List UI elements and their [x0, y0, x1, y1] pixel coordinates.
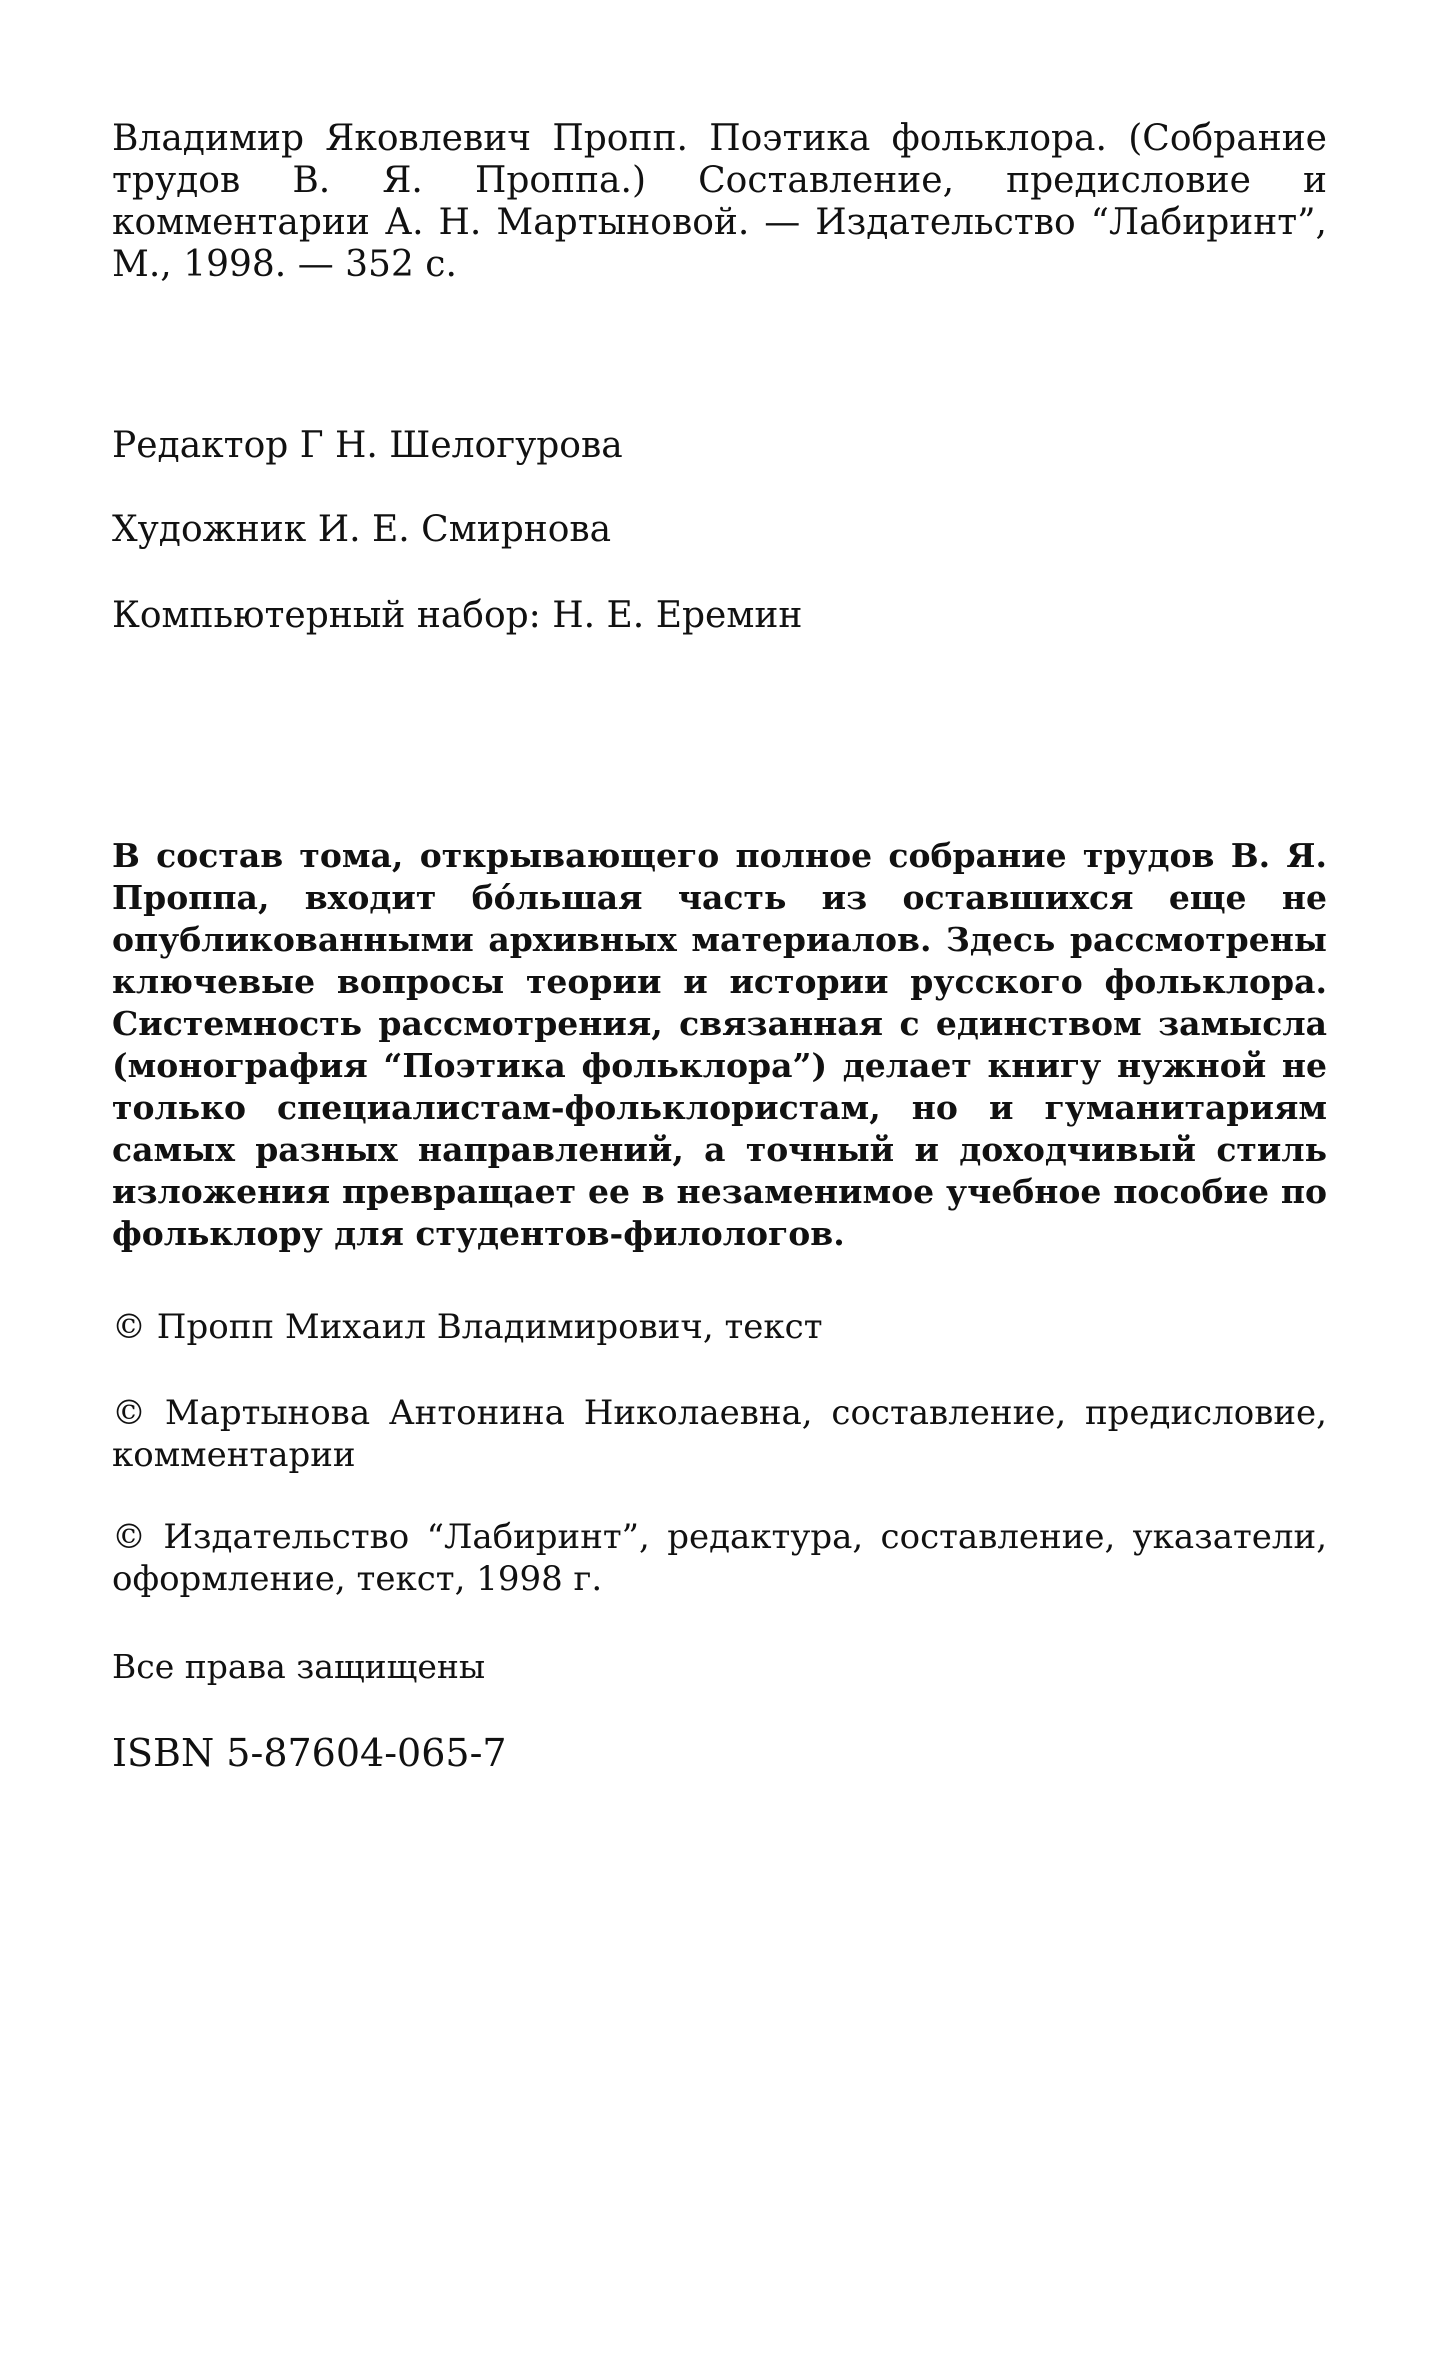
annotation-abstract: В состав тома, открывающего полное собрание трудов В. Я. Проппа, входит бо́льшая часть из оставшихся еще не опубликованными архивных материалов. Здесь рассмотрены ключевые вопросы теории и истории русского фольклора. Системность рассмотрения, связанная с единством замысла (монография “Поэтика фольклора”) делает книгу нужной не только специалистам-фольклористам, но и гуманитариям самых разных направлений, а точный и доходчивый стиль изложения превращает ее в незаменимое учебное пособие по фольклору для студентов-филологов. [112, 836, 1327, 1253]
artist-credit: Художник И. Е. Смирнова [112, 509, 612, 550]
rights-notice: Все права защищены [112, 1647, 486, 1686]
copyright-publisher: © Издательство “Лабиринт”, редактура, составление, указатели, оформление, текст, 1998 г. [112, 1517, 1327, 1599]
bibliographic-description: Владимир Яковлевич Пропп. Поэтика фольклора. (Собрание трудов В. Я. Проппа.) Составление, предисловие и комментарии А. Н. Мартыновой. — Издательство “Лабиринт”, М., 1998. — 352 с. [112, 118, 1327, 285]
editor-credit: Редактор Г Н. Шелогурова [112, 425, 623, 466]
copyright-compiler: © Мартынова Антонина Николаевна, составление, предисловие, комментарии [112, 1393, 1327, 1475]
copyright-author: © Пропп Михаил Владимирович, текст [112, 1307, 823, 1347]
typesetting-credit: Компьютерный набор: Н. Е. Еремин [112, 595, 803, 636]
isbn-number: ISBN 5-87604-065-7 [112, 1731, 507, 1775]
